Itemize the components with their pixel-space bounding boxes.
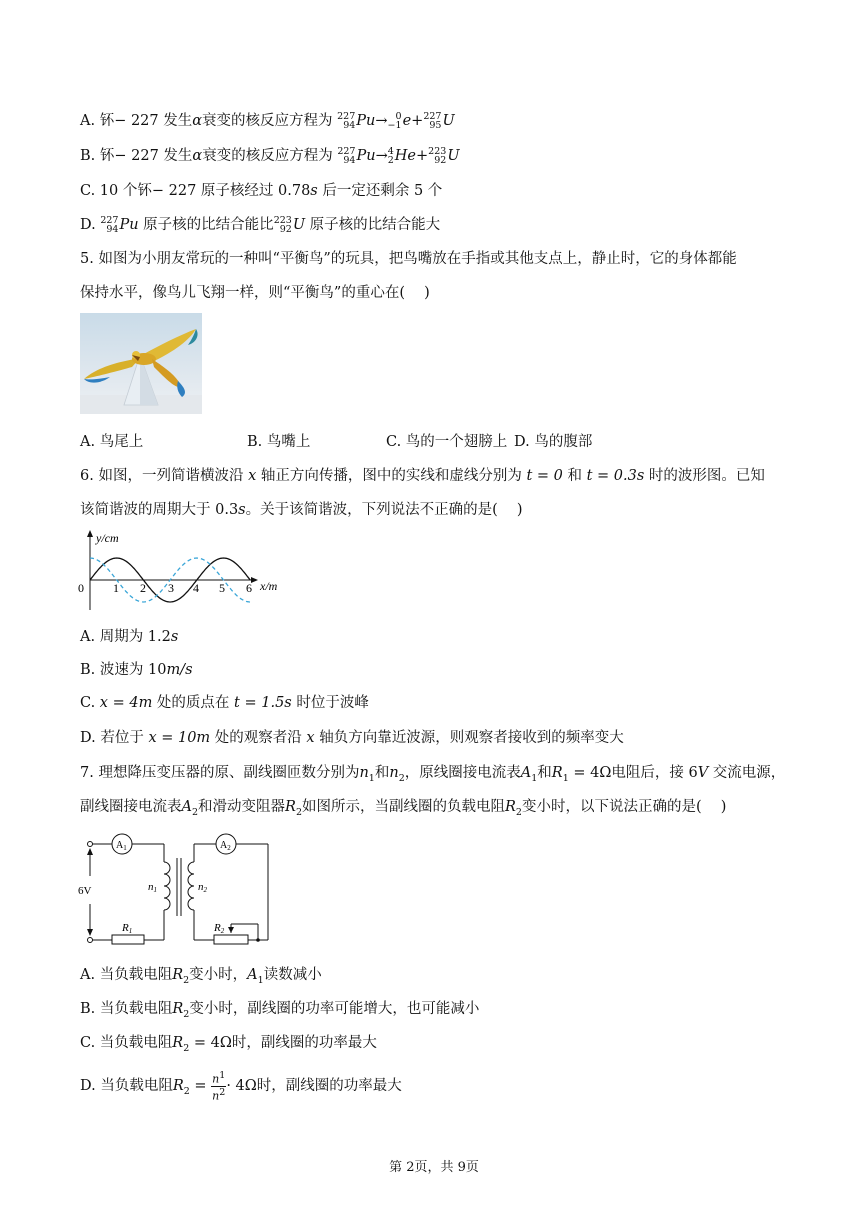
q5-option-a: A. 鸟尾上 <box>80 434 144 450</box>
q6-option-c: C. x = 4m 处的质点在 t = 1.5s 时位于波峰 <box>80 695 369 711</box>
y-axis-label: y/cm <box>96 531 119 545</box>
q7-option-c: C. 当负载电阻$R_2 = 4\Omega$时，副线圈的功率最大 <box>80 1035 377 1054</box>
tick-label: 6 <box>246 581 252 595</box>
voltage-arrow-down-icon <box>87 929 93 936</box>
q6-option-a: A. 周期为 1.2s <box>80 629 179 645</box>
secondary-coil <box>188 862 194 910</box>
q7-stem-line1: 7. 理想降压变压器的原、副线圈匝数分别为$n_1$和$n_2$，原线圈接电流表$A_1$和$R_1 = 4\Omega$电阻后，接 6V 交流电源， <box>80 765 786 784</box>
q7-stem-line2: 副线圈接电流表$A_2$和滑动变阻器$R_2$如图所示，当副线圈的负载电阻$R_2$变小时，以下说法正确的是( ) <box>80 799 727 818</box>
primary-coil <box>164 862 170 910</box>
q7-option-d: D. 当负载电阻$R_2$ = $\frac{n^1}{n^2}$ · 4Ω时，副线圈的功率最大 <box>80 1070 402 1103</box>
q6-option-d: D. 若位于 x = 10m 处的观察者沿 x 轴负方向靠近波源，则观察者接收到的频率变大 <box>80 730 624 746</box>
rheostat-r2 <box>214 935 248 944</box>
wave-graph <box>76 528 296 616</box>
q6-stem-line2: 该简谐波的周期大于 0.3s。关于该简谐波，下列说法不正确的是( ) <box>80 502 523 518</box>
q5-option-b: B. 鸟嘴上 <box>247 434 311 450</box>
q4-option-b: B. 钚− 227 发生α衰变的核反应方程为 227 94 Pu→ 4 2 He+ 223 92 U <box>80 146 460 166</box>
q6-option-b: B. 波速为 10m/s <box>80 662 193 678</box>
tick-label: 5 <box>219 581 225 595</box>
q7-option-b: B. 当负载电阻$R_2$变小时，副线圈的功率可能增大，也可能减小 <box>80 1001 480 1020</box>
q6-stem-line1: 6. 如图，一列简谐横波沿 x 轴正方向传播，图中的实线和虚线分别为 t = 0 和 t = 0.3s 时的波形图。已知 <box>80 468 765 484</box>
svg-text:R2: R2 <box>214 922 225 935</box>
transformer-circuit <box>76 828 276 950</box>
tick-label: 4 <box>193 581 199 595</box>
q4-option-d: D. 227 94 Pu 原子核的比结合能比 223 92 U 原子核的比结合能大 <box>80 215 441 235</box>
svg-text:n1: n1 <box>148 881 157 894</box>
page-footer: 第 2页，共 9页 <box>389 1160 479 1175</box>
tick-label: 2 <box>140 581 146 595</box>
x-axis-arrow-icon <box>251 577 258 583</box>
turns-ratio-fraction: $\frac{n^1}{n^2}$ <box>212 1070 226 1103</box>
x-axis-label: x/m <box>260 579 278 593</box>
resistor-r1 <box>112 935 144 944</box>
origin-label: 0 <box>78 581 84 595</box>
svg-text:A2: $A_2$ <box>220 840 231 852</box>
q5-options <box>80 431 592 453</box>
tick-label: 1 <box>113 581 119 595</box>
terminal-bottom <box>88 938 93 943</box>
svg-text:A1: $A_1$ <box>116 840 127 852</box>
slider-arrow-icon <box>228 927 234 933</box>
q4-option-a: A. 钚− 227 发生α衰变的核反应方程为 227 94 Pu→ 0 −1 e+ 227 95 U <box>80 111 455 131</box>
q4-option-c: C. 10 个钚− 227 原子核经过 0.78s 后一定还剩余 5 个 <box>80 183 443 199</box>
voltage-arrow-up-icon <box>87 848 93 855</box>
q5-option-c: C. 鸟的一个翅膀上 <box>386 434 508 450</box>
svg-text:R1: R1 <box>122 922 133 935</box>
q5-option-d: D. 鸟的腹部 <box>514 434 593 450</box>
y-axis-arrow-icon <box>87 530 93 537</box>
voltage-label: 6V <box>78 885 92 897</box>
svg-text:n2: n2 <box>198 881 207 894</box>
q5-stem-line2: 保持水平，像鸟儿飞翔一样，则“平衡鸟”的重心在( ) <box>80 285 430 301</box>
q7-option-a: A. 当负载电阻$R_2$变小时，$A_1$读数减小 <box>80 967 322 986</box>
q5-stem-line1: 5. 如图为小朋友常玩的一种叫“平衡鸟”的玩具，把鸟嘴放在手指或其他支点上，静止时，它的身体都能 <box>80 251 737 267</box>
balance-bird-photo <box>80 313 202 414</box>
terminal-top <box>88 842 93 847</box>
tick-label: 3 <box>168 581 174 595</box>
